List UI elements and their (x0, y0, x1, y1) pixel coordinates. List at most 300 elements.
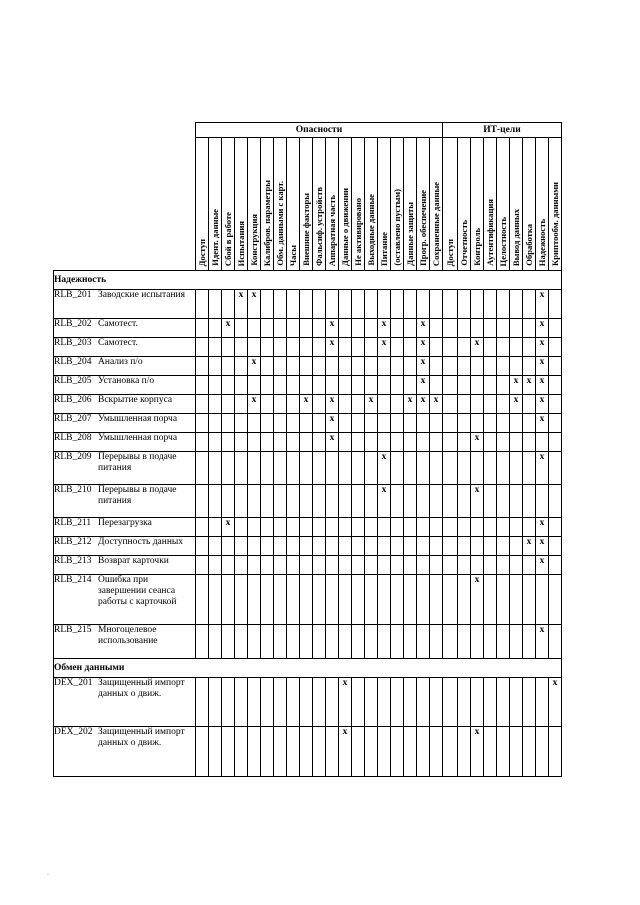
matrix-cell (313, 414, 326, 433)
matrix-cell (443, 338, 458, 357)
matrix-cell (300, 537, 313, 556)
column-header (536, 138, 549, 271)
matrix-cell (484, 319, 497, 338)
column-header (471, 138, 484, 271)
matrix-cell (497, 727, 510, 777)
matrix-cell (510, 575, 523, 625)
group-it-header: ИТ-цели (443, 123, 562, 138)
row-code: RLB_205 (54, 376, 92, 386)
matrix-cell (536, 357, 549, 376)
matrix-cell (326, 290, 339, 319)
matrix-cell (196, 625, 209, 659)
matrix-cell (339, 625, 352, 659)
mark-x: x (329, 414, 335, 424)
matrix-cell (287, 376, 300, 395)
matrix-cell (536, 537, 549, 556)
matrix-cell (209, 338, 222, 357)
table-row (54, 727, 562, 777)
matrix-cell (391, 537, 404, 556)
mark-x: x (539, 319, 545, 329)
matrix-cell (536, 485, 549, 518)
matrix-cell (471, 395, 484, 414)
matrix-cell (404, 678, 417, 727)
row-label (54, 395, 196, 414)
matrix-cell (378, 357, 391, 376)
matrix-cell (536, 452, 549, 485)
row-description: Самотест. (98, 338, 138, 348)
mark-x: x (342, 678, 348, 688)
column-header-label: Аутентификация (485, 199, 495, 266)
row-description: Многоцелевое использование (98, 625, 158, 646)
matrix-cell (443, 625, 458, 659)
matrix-cell (471, 290, 484, 319)
matrix-cell (235, 433, 248, 452)
matrix-cell (430, 338, 443, 357)
matrix-cell (484, 395, 497, 414)
matrix-cell (536, 395, 549, 414)
column-header (458, 138, 471, 271)
matrix-cell (339, 537, 352, 556)
column-header-label: Калибров. параметры (262, 179, 272, 266)
matrix-cell (196, 556, 209, 575)
matrix-cell (484, 452, 497, 485)
column-header (365, 138, 378, 271)
matrix-cell (339, 357, 352, 376)
matrix-cell (497, 678, 510, 727)
mark-x: x (539, 395, 545, 405)
matrix-cell (365, 338, 378, 357)
mark-x: x (420, 338, 426, 348)
matrix-cell (378, 376, 391, 395)
matrix-cell (339, 556, 352, 575)
matrix-cell (497, 319, 510, 338)
matrix-cell (417, 575, 430, 625)
matrix-cell (523, 537, 536, 556)
matrix-cell (222, 537, 235, 556)
matrix-cell (391, 433, 404, 452)
matrix-cell (326, 357, 339, 376)
matrix-cell (261, 678, 274, 727)
matrix-cell (510, 485, 523, 518)
matrix-cell (404, 537, 417, 556)
column-header-label: Испытания (236, 220, 246, 266)
matrix-cell (235, 452, 248, 485)
matrix-cell (404, 338, 417, 357)
column-header (523, 138, 536, 271)
matrix-cell (549, 556, 562, 575)
row-label (54, 338, 196, 357)
matrix-cell (510, 338, 523, 357)
matrix-cell (196, 414, 209, 433)
matrix-cell (365, 452, 378, 485)
matrix-cell (458, 727, 471, 777)
matrix-cell (510, 319, 523, 338)
mark-x: x (329, 433, 335, 443)
matrix-cell (404, 395, 417, 414)
matrix-cell (235, 290, 248, 319)
matrix-cell (378, 452, 391, 485)
matrix-cell (497, 537, 510, 556)
matrix-cell (458, 357, 471, 376)
blank-corner-lower (54, 138, 196, 271)
matrix-cell (352, 678, 365, 727)
matrix-cell (196, 319, 209, 338)
column-header-label: Целостность (498, 216, 508, 266)
matrix-cell (404, 433, 417, 452)
matrix-cell (549, 319, 562, 338)
mark-x: x (368, 395, 374, 405)
matrix-cell (300, 290, 313, 319)
matrix-cell (274, 518, 287, 537)
matrix-cell (471, 678, 484, 727)
row-description: Перезагрузка (98, 518, 152, 528)
matrix-cell (523, 338, 536, 357)
column-header (484, 138, 497, 271)
row-label (54, 290, 196, 319)
matrix-cell (222, 290, 235, 319)
matrix-cell (471, 414, 484, 433)
table-row (54, 537, 562, 556)
matrix-cell (471, 433, 484, 452)
matrix-cell (391, 452, 404, 485)
matrix-cell (248, 452, 261, 485)
matrix-cell (430, 290, 443, 319)
matrix-cell (196, 727, 209, 777)
matrix-cell (458, 433, 471, 452)
matrix-cell (222, 452, 235, 485)
matrix-cell (378, 727, 391, 777)
row-description: Защищенный импорт данных о движ. (98, 727, 185, 748)
matrix-cell (549, 518, 562, 537)
matrix-cell (510, 395, 523, 414)
row-label (54, 625, 196, 659)
matrix-cell (378, 414, 391, 433)
matrix-cell (510, 414, 523, 433)
matrix-cell (523, 376, 536, 395)
matrix-cell (300, 556, 313, 575)
matrix-cell (365, 290, 378, 319)
matrix-cell (287, 556, 300, 575)
matrix-cell (497, 556, 510, 575)
mark-x: x (539, 414, 545, 424)
matrix-cell (261, 357, 274, 376)
matrix-cell (443, 678, 458, 727)
matrix-cell (339, 290, 352, 319)
matrix-cell (391, 357, 404, 376)
matrix-cell (235, 319, 248, 338)
matrix-cell (471, 319, 484, 338)
matrix-cell (430, 678, 443, 727)
row-description: Перерывы в подаче питания (98, 452, 177, 473)
matrix-cell (458, 575, 471, 625)
row-label (54, 433, 196, 452)
matrix-cell (209, 319, 222, 338)
matrix-cell (417, 433, 430, 452)
matrix-cell (287, 575, 300, 625)
matrix-cell (471, 556, 484, 575)
matrix-cell (443, 376, 458, 395)
matrix-cell (523, 395, 536, 414)
matrix-cell (484, 414, 497, 433)
matrix-cell (443, 575, 458, 625)
column-header (209, 138, 222, 271)
column-header (339, 138, 352, 271)
column-header-label: Питание (379, 232, 389, 266)
threats-objectives-matrix (53, 122, 562, 777)
matrix-cell (196, 376, 209, 395)
matrix-cell (274, 485, 287, 518)
matrix-cell (404, 452, 417, 485)
matrix-cell (274, 357, 287, 376)
row-description: Возврат карточки (98, 556, 169, 566)
matrix-cell (222, 319, 235, 338)
matrix-cell (497, 575, 510, 625)
row-code: RLB_210 (54, 485, 92, 495)
matrix-cell (536, 376, 549, 395)
matrix-cell (196, 537, 209, 556)
matrix-cell (235, 727, 248, 777)
matrix-cell (497, 376, 510, 395)
mark-x: x (539, 338, 545, 348)
matrix-cell (261, 319, 274, 338)
matrix-cell (274, 575, 287, 625)
matrix-cell (261, 414, 274, 433)
matrix-cell (404, 727, 417, 777)
matrix-cell (391, 319, 404, 338)
column-header-label: Внешние факторы (301, 193, 311, 266)
matrix-cell (443, 537, 458, 556)
matrix-cell (484, 537, 497, 556)
mark-x: x (329, 319, 335, 329)
matrix-cell (536, 338, 549, 357)
row-description: Доступность данных (98, 537, 184, 547)
matrix-cell (261, 727, 274, 777)
row-code: RLB_204 (54, 357, 92, 367)
matrix-cell (549, 376, 562, 395)
table-row (54, 395, 562, 414)
matrix-cell (196, 452, 209, 485)
matrix-cell (378, 395, 391, 414)
matrix-cell (287, 625, 300, 659)
matrix-cell (430, 518, 443, 537)
matrix-cell (523, 319, 536, 338)
column-header (313, 138, 326, 271)
mark-x: x (539, 518, 545, 528)
mark-x: x (420, 319, 426, 329)
matrix-cell (261, 395, 274, 414)
matrix-cell (510, 537, 523, 556)
matrix-cell (313, 376, 326, 395)
matrix-cell (248, 376, 261, 395)
row-code: RLB_209 (54, 452, 92, 462)
table-row (54, 338, 562, 357)
matrix-cell (484, 727, 497, 777)
matrix-cell (536, 678, 549, 727)
matrix-cell (313, 625, 326, 659)
matrix-cell (352, 518, 365, 537)
matrix-cell (196, 338, 209, 357)
matrix-cell (287, 485, 300, 518)
matrix-cell (458, 678, 471, 727)
matrix-cell (523, 357, 536, 376)
matrix-cell (391, 376, 404, 395)
matrix-cell (352, 376, 365, 395)
matrix-cell (536, 518, 549, 537)
matrix-cell (391, 485, 404, 518)
matrix-cell (391, 414, 404, 433)
matrix-cell (339, 452, 352, 485)
matrix-cell (248, 625, 261, 659)
mark-x: x (474, 727, 480, 737)
blank-corner (54, 123, 196, 138)
matrix-cell (222, 414, 235, 433)
matrix-cell (471, 357, 484, 376)
matrix-cell (365, 414, 378, 433)
matrix-cell (313, 678, 326, 727)
matrix-cell (365, 376, 378, 395)
matrix-cell (417, 290, 430, 319)
matrix-cell (287, 319, 300, 338)
matrix-cell (222, 433, 235, 452)
matrix-cell (235, 518, 248, 537)
matrix-cell (536, 625, 549, 659)
matrix-cell (313, 290, 326, 319)
matrix-cell (430, 357, 443, 376)
matrix-cell (235, 537, 248, 556)
matrix-cell (549, 485, 562, 518)
matrix-cell (484, 485, 497, 518)
matrix-cell (484, 625, 497, 659)
matrix-cell (248, 518, 261, 537)
matrix-cell (458, 338, 471, 357)
matrix-cell (549, 290, 562, 319)
matrix-cell (536, 433, 549, 452)
matrix-cell (471, 485, 484, 518)
matrix-cell (339, 319, 352, 338)
mark-x: x (539, 376, 545, 386)
row-code: RLB_211 (54, 518, 92, 528)
column-header (235, 138, 248, 271)
matrix-cell (365, 433, 378, 452)
matrix-cell (536, 414, 549, 433)
matrix-cell (510, 727, 523, 777)
matrix-cell (549, 537, 562, 556)
matrix-cell (248, 678, 261, 727)
matrix-cell (352, 485, 365, 518)
matrix-cell (391, 575, 404, 625)
matrix-cell (235, 395, 248, 414)
mark-x: x (552, 678, 558, 688)
column-header (391, 138, 404, 271)
matrix-cell (326, 414, 339, 433)
matrix-cell (222, 556, 235, 575)
matrix-cell (417, 319, 430, 338)
matrix-cell (497, 433, 510, 452)
matrix-cell (209, 290, 222, 319)
matrix-cell (352, 625, 365, 659)
column-header-label: Выходные данные (366, 194, 376, 266)
mark-x: x (474, 575, 480, 585)
mark-x: x (329, 338, 335, 348)
matrix-cell (248, 433, 261, 452)
matrix-cell (274, 414, 287, 433)
matrix-cell (471, 452, 484, 485)
row-label (54, 485, 196, 518)
matrix-cell (352, 575, 365, 625)
matrix-cell (497, 395, 510, 414)
matrix-cell (300, 518, 313, 537)
matrix-cell (404, 518, 417, 537)
matrix-cell (209, 556, 222, 575)
column-header-label: Аппаратная часть (327, 194, 337, 266)
matrix-cell (300, 319, 313, 338)
matrix-cell (274, 290, 287, 319)
matrix-cell (378, 319, 391, 338)
matrix-cell (497, 290, 510, 319)
matrix-cell (523, 290, 536, 319)
matrix-cell (458, 537, 471, 556)
matrix-cell (339, 376, 352, 395)
section-title: Обмен данными (54, 659, 562, 678)
matrix-cell (404, 319, 417, 338)
matrix-cell (196, 290, 209, 319)
matrix-cell (378, 556, 391, 575)
matrix-cell (235, 625, 248, 659)
matrix-cell (404, 485, 417, 518)
matrix-cell (510, 625, 523, 659)
matrix-cell (287, 452, 300, 485)
row-description: Заводские испытания (98, 290, 186, 300)
matrix-cell (536, 319, 549, 338)
row-label (54, 556, 196, 575)
mark-x: x (251, 395, 257, 405)
matrix-cell (352, 395, 365, 414)
matrix-cell (471, 727, 484, 777)
column-header-label: (оставлено пустым) (392, 189, 402, 266)
row-description: Ошибка при завершении сеанса работы с карточкой (98, 575, 177, 607)
matrix-cell (523, 556, 536, 575)
matrix-cell (471, 625, 484, 659)
matrix-cell (209, 395, 222, 414)
group-threats-header: Опасности (196, 123, 443, 138)
column-header (352, 138, 365, 271)
column-header-label: Сохраненные данные (431, 181, 441, 266)
matrix-cell (497, 414, 510, 433)
matrix-cell (443, 518, 458, 537)
column-header (417, 138, 430, 271)
mark-x: x (329, 395, 335, 405)
matrix-cell (378, 537, 391, 556)
matrix-cell (287, 678, 300, 727)
matrix-cell (248, 395, 261, 414)
matrix-cell (274, 537, 287, 556)
matrix-cell (365, 537, 378, 556)
matrix-cell (404, 556, 417, 575)
matrix-cell (300, 395, 313, 414)
matrix-cell (261, 452, 274, 485)
table-row (54, 290, 562, 319)
matrix-cell (430, 625, 443, 659)
matrix-cell (523, 678, 536, 727)
row-code: RLB_213 (54, 556, 92, 566)
matrix-cell (326, 433, 339, 452)
matrix-cell (209, 625, 222, 659)
mark-x: x (381, 452, 387, 462)
matrix-cell (458, 290, 471, 319)
matrix-cell (378, 290, 391, 319)
row-label (54, 678, 196, 727)
matrix-cell (549, 338, 562, 357)
